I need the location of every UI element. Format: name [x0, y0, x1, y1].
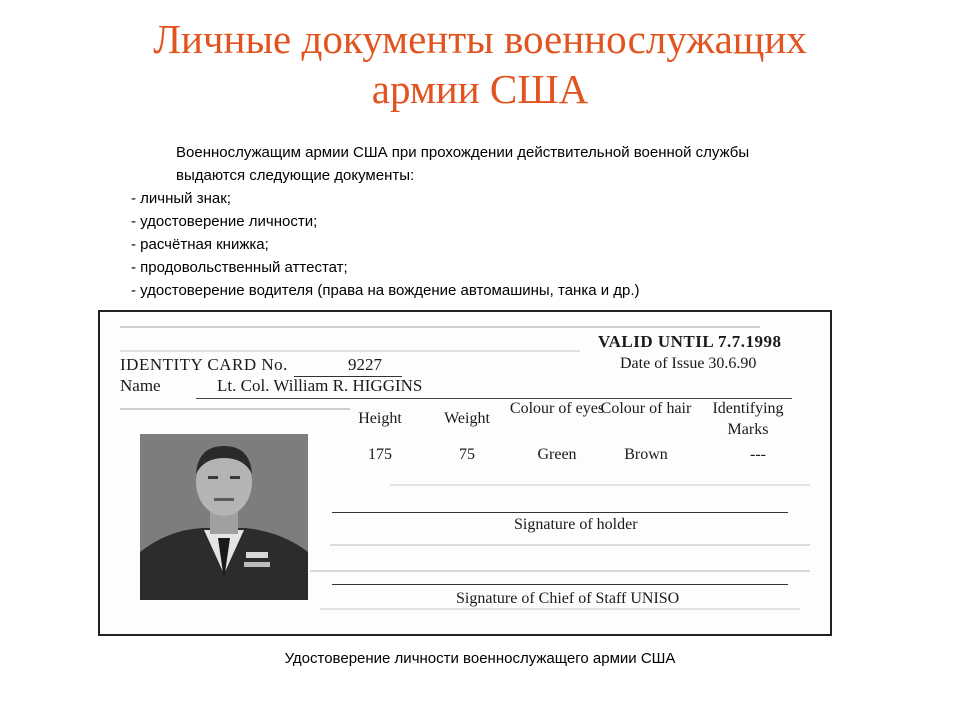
- marks-header: Identifying Marks: [712, 400, 784, 438]
- height-value: 175: [368, 446, 392, 463]
- scan-noise: [120, 408, 350, 410]
- scan-noise: [330, 544, 810, 546]
- chief-signature-line: [332, 584, 788, 585]
- portrait-image: [140, 434, 308, 600]
- id-label: IDENTITY CARD No.: [120, 355, 288, 374]
- title-line-2: армии США: [371, 66, 589, 112]
- eyes-header: Colour of eyes: [509, 400, 605, 417]
- intro-line-2: выдаются следующие документы:: [176, 167, 415, 184]
- image-caption: Удостоверение личности военнослужащего армии США: [284, 650, 676, 667]
- weight-header: Weight: [444, 410, 490, 427]
- list-item: - удостоверение личности;: [131, 213, 318, 230]
- list-item: - расчётная книжка;: [131, 236, 269, 253]
- hair-header: Colour of hair: [600, 400, 692, 417]
- valid-until: VALID UNTIL 7.7.1998: [598, 332, 782, 351]
- name-label: Name: [120, 376, 161, 395]
- holder-signature-line: [332, 512, 788, 513]
- name-value: Lt. Col. William R. HIGGINS: [217, 376, 423, 395]
- list-item: - личный знак;: [131, 190, 231, 207]
- title-line-1: Личные документы военнослужащих: [153, 16, 807, 62]
- scan-noise: [120, 326, 760, 328]
- intro-paragraph: [176, 141, 856, 187]
- intro-line-1: Военнослужащим армии США при прохождении действительной военной службы: [176, 144, 750, 161]
- holder-photo: [140, 434, 308, 600]
- weight-value: 75: [459, 446, 475, 463]
- documents-list: [131, 187, 640, 302]
- identity-card-image: [98, 310, 832, 636]
- scan-noise: [390, 484, 810, 486]
- marks-value: ---: [750, 446, 766, 463]
- date-of-issue: Date of Issue 30.6.90: [620, 355, 757, 372]
- hair-value: Brown: [624, 446, 668, 463]
- list-item: - удостоверение водителя (права на вождение автомашины, танка и др.): [131, 282, 640, 299]
- slide-title: [0, 14, 960, 114]
- height-header: Height: [358, 410, 402, 427]
- eyes-value: Green: [537, 446, 577, 463]
- holder-signature-label: Signature of holder: [514, 516, 638, 533]
- list-item: - продовольственный аттестат;: [131, 259, 348, 276]
- scan-noise: [120, 350, 580, 352]
- chief-signature-label: Signature of Chief of Staff UNISO: [456, 590, 680, 607]
- scan-noise: [310, 570, 810, 572]
- id-number: 9227: [348, 355, 382, 374]
- scan-noise: [320, 608, 800, 610]
